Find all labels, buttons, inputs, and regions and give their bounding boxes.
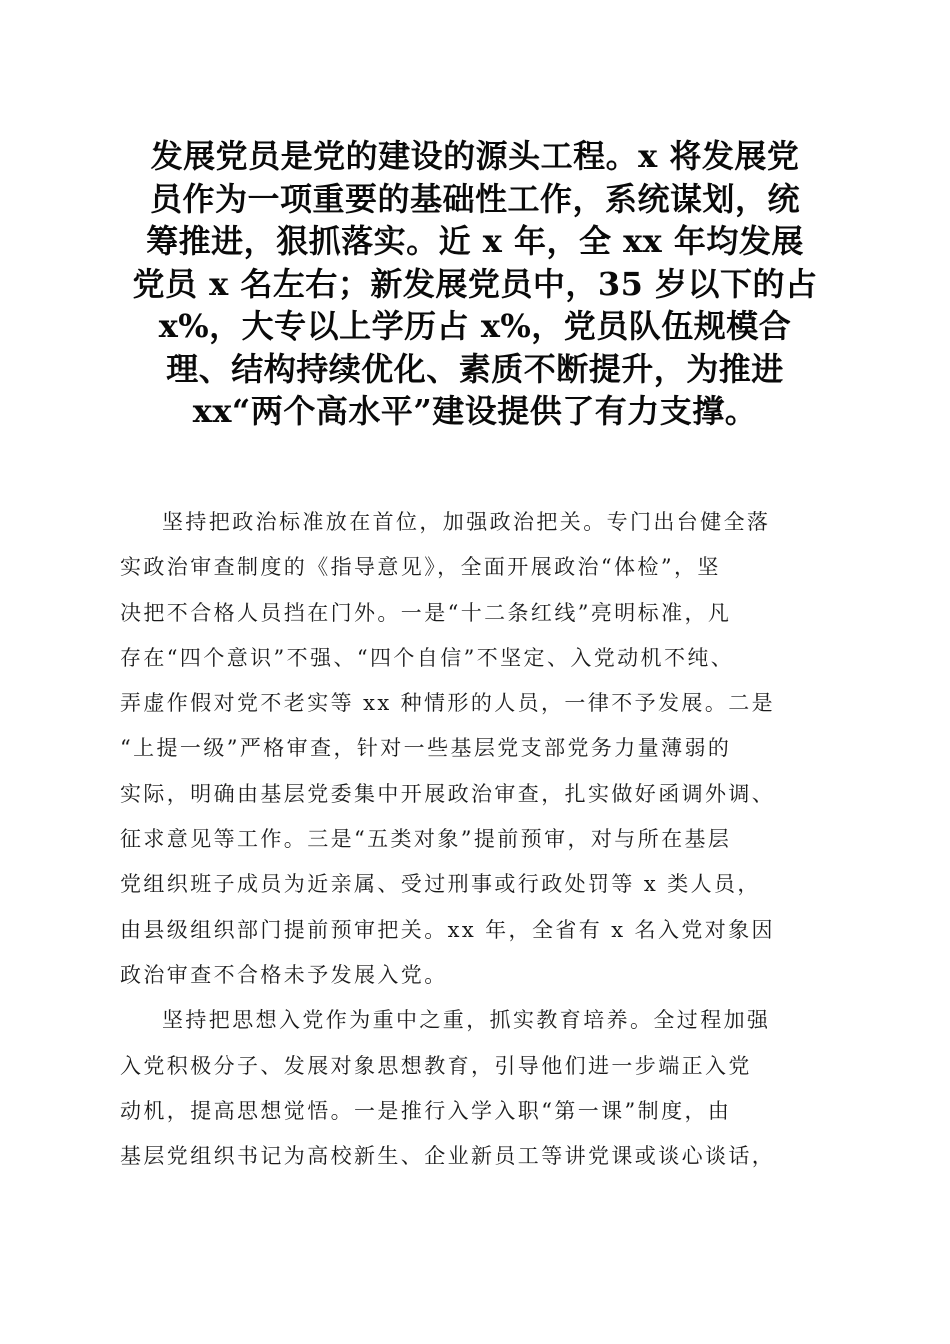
body-text xyxy=(120,500,840,1179)
paragraph-line: 坚持把思想入党作为重中之重，抓实教育培养。全过程加强 xyxy=(162,1008,771,1033)
paragraph-line: 实际，明确由基层党委集中开展政治审查，扎实做好函调外调、 xyxy=(120,781,776,806)
paragraph-line: 实政治审查制度的《指导意见》，全面开展政治“体检”，坚 xyxy=(120,555,721,580)
heading-line: 发展党员是党的建设的源头工程。x 将发展党 xyxy=(150,137,800,175)
paragraph-line: 党组织班子成员为近亲属、受过刑事或行政处罚等 x 类人员， xyxy=(120,872,761,897)
paragraph-line: 决把不合格人员挡在门外。一是“十二条红线”亮明标准，凡 xyxy=(120,600,732,625)
paragraph-line: 弄虚作假对党不老实等 xx 种情形的人员，一律不予发展。二是 xyxy=(120,691,776,716)
paragraph-line: 基层党组织书记为高校新生、企业新员工等讲党课或谈心谈话， xyxy=(120,1144,776,1169)
paragraph-ideological-education xyxy=(120,998,840,1179)
paragraph-line: 存在“四个意识”不强、“四个自信”不坚定、入党动机不纯、 xyxy=(120,645,735,670)
paragraph-line: “上提一级”严格审查，针对一些基层党支部党务力量薄弱的 xyxy=(120,736,732,761)
paragraph-political-standard xyxy=(120,500,840,998)
heading-line: 理、结构持续优化、素质不断提升，为推进 xyxy=(166,349,784,388)
paragraph-line: 坚持把政治标准放在首位，加强政治把关。专门出台健全落 xyxy=(162,510,771,534)
paragraph-line: 政治审查不合格未予发展入党。 xyxy=(120,962,448,987)
paragraph-line: 动机，提高思想觉悟。一是推行入学入职“第一课”制度，由 xyxy=(120,1098,732,1123)
summary-heading xyxy=(110,135,840,433)
heading-line: 筹推进，狠抓落实。近 x 年，全 xx 年均发展 xyxy=(146,222,804,260)
heading-line: 党员 x 名左右；新发展党员中，35 岁以下的占 xyxy=(132,264,818,303)
heading-line: xx“两个高水平”建设提供了有力支撑。 xyxy=(192,392,758,430)
paragraph-line: 由县级组织部门提前预审把关。xx 年，全省有 x 名入党对象因 xyxy=(120,917,775,942)
paragraph-line: 入党积极分子、发展对象思想教育，引导他们进一步端正入党 xyxy=(120,1053,752,1078)
heading-line: x%，大专以上学历占 x%，党员队伍规模合 xyxy=(158,307,792,345)
heading-line: 员作为一项重要的基础性工作，系统谋划，统 xyxy=(149,179,800,218)
paragraph-line: 征求意见等工作。三是“五类对象”提前预审，对与所在基层 xyxy=(120,827,732,852)
